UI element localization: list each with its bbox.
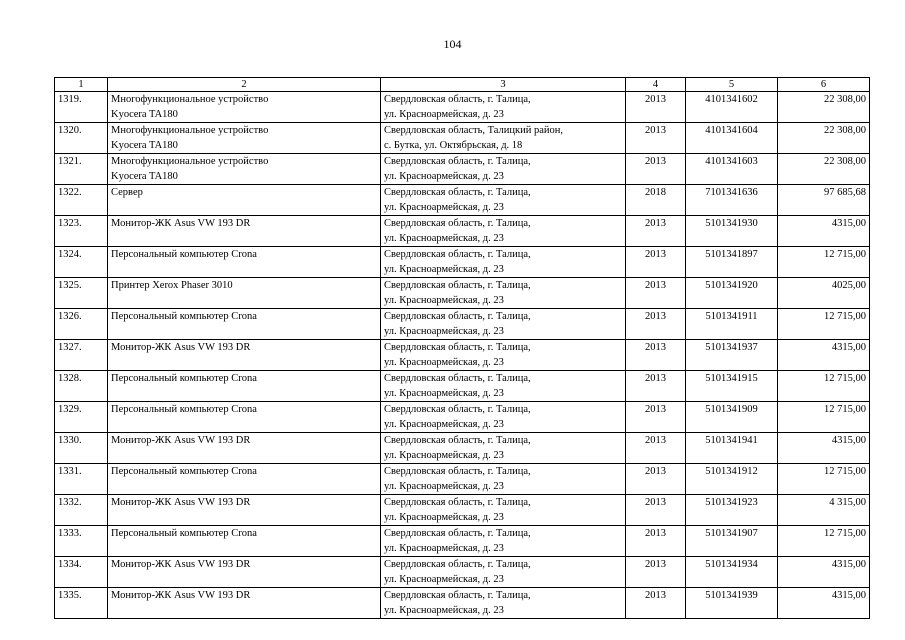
- column-header-2: 2: [108, 78, 381, 92]
- row-number-cell: 1335.: [55, 588, 108, 619]
- inventory-number-cell: 5101341907: [686, 526, 778, 557]
- column-header-5: 5: [686, 78, 778, 92]
- inventory-number-cell: 5101341939: [686, 588, 778, 619]
- year-cell: 2013: [626, 309, 686, 340]
- column-header-4: 4: [626, 78, 686, 92]
- address-line: ул. Красноармейская, д. 23: [384, 481, 504, 492]
- address-cell: [381, 123, 626, 154]
- item-name-line: Персональный компьютер Crona: [111, 311, 257, 322]
- row-number-cell: 1323.: [55, 216, 108, 247]
- row-number-cell: 1329.: [55, 402, 108, 433]
- year-cell: 2013: [626, 557, 686, 588]
- address-line: с. Бутка, ул. Октябрьская, д. 18: [384, 140, 523, 151]
- item-name-cell: [108, 526, 381, 557]
- item-name-line: Монитор-ЖК Asus VW 193 DR: [111, 435, 251, 446]
- address-line: ул. Красноармейская, д. 23: [384, 419, 504, 430]
- cost-cell: 4315,00: [778, 557, 870, 588]
- inventory-number-cell: 4101341603: [686, 154, 778, 185]
- item-name-line: Монитор-ЖК Asus VW 193 DR: [111, 559, 251, 570]
- item-name-line: Монитор-ЖК Asus VW 193 DR: [111, 497, 251, 508]
- cost-cell: 22 308,00: [778, 92, 870, 123]
- item-name-cell: [108, 216, 381, 247]
- address-cell: [381, 557, 626, 588]
- item-name-cell: [108, 464, 381, 495]
- table-row: [55, 495, 870, 526]
- table-row: [55, 309, 870, 340]
- address-cell: [381, 247, 626, 278]
- cost-cell: 4315,00: [778, 216, 870, 247]
- table-row: [55, 123, 870, 154]
- item-name-line: Многофункциональное устройство: [111, 94, 269, 105]
- year-cell: 2013: [626, 464, 686, 495]
- inventory-number-cell: 5101341930: [686, 216, 778, 247]
- column-header-1: 1: [55, 78, 108, 92]
- item-name-line: Многофункциональное устройство: [111, 125, 269, 136]
- address-line: ул. Красноармейская, д. 23: [384, 357, 504, 368]
- address-line: Свердловская область, г. Талица,: [384, 497, 531, 508]
- year-cell: 2013: [626, 433, 686, 464]
- year-cell: 2013: [626, 247, 686, 278]
- year-cell: 2013: [626, 402, 686, 433]
- item-name-line: Персональный компьютер Crona: [111, 528, 257, 539]
- item-name-line: Монитор-ЖК Asus VW 193 DR: [111, 590, 251, 601]
- address-cell: [381, 92, 626, 123]
- address-line: Свердловская область, г. Талица,: [384, 342, 531, 353]
- row-number-cell: 1327.: [55, 340, 108, 371]
- inventory-number-cell: 5101341920: [686, 278, 778, 309]
- item-name-cell: [108, 185, 381, 216]
- cost-cell: 4 315,00: [778, 495, 870, 526]
- item-name-cell: [108, 557, 381, 588]
- year-cell: 2013: [626, 216, 686, 247]
- address-cell: [381, 588, 626, 619]
- item-name-cell: [108, 309, 381, 340]
- cost-cell: 12 715,00: [778, 247, 870, 278]
- item-name-cell: [108, 278, 381, 309]
- page-number: 104: [443, 37, 462, 51]
- cost-cell: 4315,00: [778, 433, 870, 464]
- address-cell: [381, 309, 626, 340]
- row-number-cell: 1321.: [55, 154, 108, 185]
- table-row: [55, 216, 870, 247]
- address-line: Свердловская область, г. Талица,: [384, 559, 531, 570]
- item-name-line: Персональный компьютер Crona: [111, 373, 257, 384]
- cost-cell: 12 715,00: [778, 402, 870, 433]
- inventory-number-cell: 5101341923: [686, 495, 778, 526]
- year-cell: 2013: [626, 526, 686, 557]
- table-row: [55, 185, 870, 216]
- item-name-line: Kyocera TA180: [111, 109, 178, 120]
- address-cell: [381, 526, 626, 557]
- address-cell: [381, 216, 626, 247]
- address-line: ул. Красноармейская, д. 23: [384, 233, 504, 244]
- item-name-cell: [108, 154, 381, 185]
- item-name-cell: [108, 433, 381, 464]
- column-header-3: 3: [381, 78, 626, 92]
- cost-cell: 97 685,68: [778, 185, 870, 216]
- inventory-number-cell: 5101341912: [686, 464, 778, 495]
- row-number-cell: 1324.: [55, 247, 108, 278]
- address-line: ул. Красноармейская, д. 23: [384, 295, 504, 306]
- address-line: Свердловская область, г. Талица,: [384, 466, 531, 477]
- cost-cell: 12 715,00: [778, 371, 870, 402]
- item-name-line: Принтер Xerox Phaser 3010: [111, 280, 233, 291]
- address-line: ул. Красноармейская, д. 23: [384, 109, 504, 120]
- row-number-cell: 1330.: [55, 433, 108, 464]
- item-name-line: Сервер: [111, 187, 143, 198]
- address-cell: [381, 371, 626, 402]
- inventory-number-cell: 7101341636: [686, 185, 778, 216]
- table-row: [55, 526, 870, 557]
- table-row: [55, 371, 870, 402]
- address-cell: [381, 340, 626, 371]
- item-name-cell: [108, 92, 381, 123]
- item-name-line: Персональный компьютер Crona: [111, 249, 257, 260]
- address-line: ул. Красноармейская, д. 23: [384, 512, 504, 523]
- row-number-cell: 1325.: [55, 278, 108, 309]
- inventory-number-cell: 5101341941: [686, 433, 778, 464]
- address-cell: [381, 185, 626, 216]
- address-line: Свердловская область, г. Талица,: [384, 156, 531, 167]
- table-row: [55, 278, 870, 309]
- row-number-cell: 1322.: [55, 185, 108, 216]
- table-row: [55, 464, 870, 495]
- address-cell: [381, 464, 626, 495]
- address-line: Свердловская область, г. Талица,: [384, 249, 531, 260]
- address-line: Свердловская область, г. Талица,: [384, 373, 531, 384]
- item-name-line: Монитор-ЖК Asus VW 193 DR: [111, 342, 251, 353]
- item-name-line: Kyocera TA180: [111, 171, 178, 182]
- inventory-number-cell: 5101341915: [686, 371, 778, 402]
- address-line: Свердловская область, г. Талица,: [384, 528, 531, 539]
- address-cell: [381, 402, 626, 433]
- item-name-line: Многофункциональное устройство: [111, 156, 269, 167]
- table-row: [55, 402, 870, 433]
- address-line: Свердловская область, г. Талица,: [384, 435, 531, 446]
- address-line: ул. Красноармейская, д. 23: [384, 543, 504, 554]
- cost-cell: 22 308,00: [778, 154, 870, 185]
- address-line: ул. Красноармейская, д. 23: [384, 264, 504, 275]
- inventory-number-cell: 5101341937: [686, 340, 778, 371]
- year-cell: 2013: [626, 588, 686, 619]
- item-name-cell: [108, 371, 381, 402]
- address-line: Свердловская область, г. Талица,: [384, 218, 531, 229]
- row-number-cell: 1333.: [55, 526, 108, 557]
- item-name-cell: [108, 495, 381, 526]
- table-body: [55, 78, 870, 619]
- row-number-cell: 1320.: [55, 123, 108, 154]
- table-row: [55, 340, 870, 371]
- cost-cell: 4315,00: [778, 588, 870, 619]
- address-cell: [381, 433, 626, 464]
- inventory-number-cell: 4101341602: [686, 92, 778, 123]
- year-cell: 2013: [626, 154, 686, 185]
- address-line: Свердловская область, г. Талица,: [384, 94, 531, 105]
- year-cell: 2018: [626, 185, 686, 216]
- address-line: Свердловская область, Талицкий район,: [384, 125, 564, 136]
- table-row: [55, 433, 870, 464]
- item-name-cell: [108, 340, 381, 371]
- address-line: ул. Красноармейская, д. 23: [384, 605, 504, 616]
- item-name-cell: [108, 402, 381, 433]
- address-line: ул. Красноармейская, д. 23: [384, 450, 504, 461]
- item-name-line: Монитор-ЖК Asus VW 193 DR: [111, 218, 251, 229]
- item-name-line: Персональный компьютер Crona: [111, 466, 257, 477]
- table-row: [55, 154, 870, 185]
- address-cell: [381, 495, 626, 526]
- address-line: Свердловская область, г. Талица,: [384, 187, 531, 198]
- address-line: Свердловская область, г. Талица,: [384, 280, 531, 291]
- inventory-number-cell: 4101341604: [686, 123, 778, 154]
- table-row: [55, 557, 870, 588]
- row-number-cell: 1319.: [55, 92, 108, 123]
- address-line: ул. Красноармейская, д. 23: [384, 574, 504, 585]
- table-row: [55, 588, 870, 619]
- address-line: Свердловская область, г. Талица,: [384, 404, 531, 415]
- item-name-cell: [108, 588, 381, 619]
- row-number-cell: 1332.: [55, 495, 108, 526]
- year-cell: 2013: [626, 92, 686, 123]
- item-name-line: Kyocera TA180: [111, 140, 178, 151]
- inventory-number-cell: 5101341911: [686, 309, 778, 340]
- address-line: Свердловская область, г. Талица,: [384, 311, 531, 322]
- table-row: [55, 92, 870, 123]
- address-line: ул. Красноармейская, д. 23: [384, 326, 504, 337]
- year-cell: 2013: [626, 278, 686, 309]
- cost-cell: 12 715,00: [778, 464, 870, 495]
- cost-cell: 4025,00: [778, 278, 870, 309]
- inventory-number-cell: 5101341934: [686, 557, 778, 588]
- address-line: Свердловская область, г. Талица,: [384, 590, 531, 601]
- item-name-cell: [108, 123, 381, 154]
- year-cell: 2013: [626, 123, 686, 154]
- item-name-line: Персональный компьютер Crona: [111, 404, 257, 415]
- row-number-cell: 1328.: [55, 371, 108, 402]
- year-cell: 2013: [626, 340, 686, 371]
- column-header-6: 6: [778, 78, 870, 92]
- row-number-cell: 1334.: [55, 557, 108, 588]
- item-name-cell: [108, 247, 381, 278]
- address-cell: [381, 278, 626, 309]
- address-line: ул. Красноармейская, д. 23: [384, 202, 504, 213]
- column-number-row: [55, 78, 870, 92]
- inventory-number-cell: 5101341909: [686, 402, 778, 433]
- address-cell: [381, 154, 626, 185]
- row-number-cell: 1326.: [55, 309, 108, 340]
- inventory-number-cell: 5101341897: [686, 247, 778, 278]
- table-row: [55, 247, 870, 278]
- cost-cell: 12 715,00: [778, 526, 870, 557]
- address-line: ул. Красноармейская, д. 23: [384, 171, 504, 182]
- cost-cell: 12 715,00: [778, 309, 870, 340]
- row-number-cell: 1331.: [55, 464, 108, 495]
- address-line: ул. Красноармейская, д. 23: [384, 388, 504, 399]
- year-cell: 2013: [626, 495, 686, 526]
- year-cell: 2013: [626, 371, 686, 402]
- cost-cell: 4315,00: [778, 340, 870, 371]
- cost-cell: 22 308,00: [778, 123, 870, 154]
- property-registry-table: [54, 77, 870, 619]
